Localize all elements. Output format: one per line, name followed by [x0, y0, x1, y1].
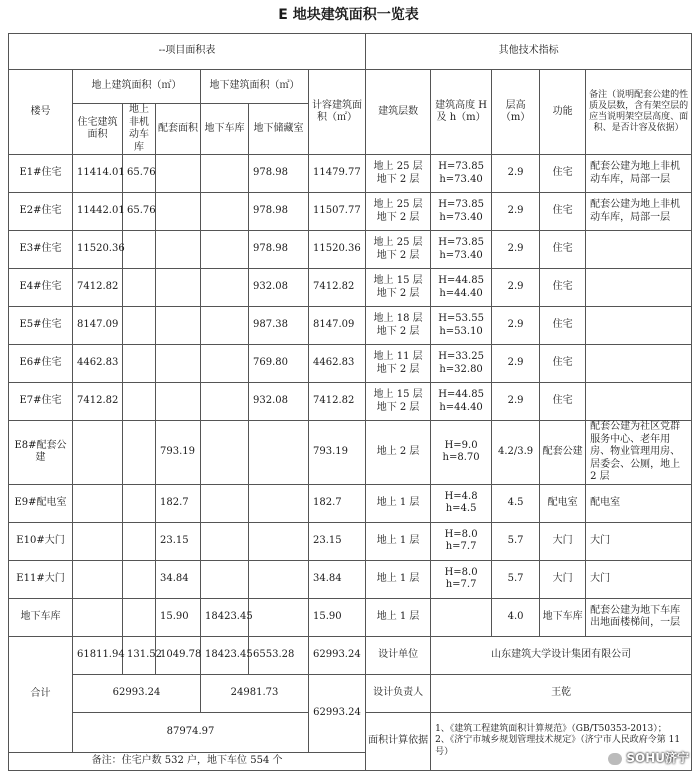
height-cell	[431, 598, 492, 636]
function-cell: 住宅	[540, 383, 586, 421]
table-row	[9, 155, 692, 193]
plot-sum: 62993.24	[309, 674, 366, 752]
plot-cell: 182.7	[309, 484, 366, 522]
total-detail-row	[9, 636, 692, 674]
designer-value: 山东建筑大学设计集团有限公司	[431, 636, 692, 674]
storage-cell: 987.38	[249, 307, 309, 345]
name-cell: E2#住宅	[9, 193, 73, 231]
supporting-cell: 793.19	[156, 421, 201, 485]
basis-item-2: 2、《济宁市城乡规划管理技术规定》（济宁市人民政府令第 11 号）	[435, 735, 681, 757]
storage-cell	[249, 484, 309, 522]
name-cell: E6#住宅	[9, 345, 73, 383]
story-height-cell: 2.9	[492, 155, 540, 193]
garage-cell	[201, 383, 249, 421]
residential-cell: 4462.83	[73, 345, 123, 383]
table-row	[9, 345, 692, 383]
storage-cell: 978.98	[249, 155, 309, 193]
residential-cell	[73, 560, 123, 598]
non-motor-cell	[123, 560, 156, 598]
non-motor-cell	[123, 269, 156, 307]
remark-cell: 配电室	[586, 484, 692, 522]
remark-cell: 配套公建为地上非机动车库，局部一层	[586, 155, 692, 193]
non-motor-cell	[123, 484, 156, 522]
plot-cell: 23.15	[309, 522, 366, 560]
garage-cell	[201, 307, 249, 345]
leader-label: 设计负责人	[366, 674, 431, 712]
remark-cell: 大门	[586, 560, 692, 598]
function-cell: 住宅	[540, 193, 586, 231]
above-area-header: 地上建筑面积（㎡）	[73, 70, 201, 104]
function-cell: 住宅	[540, 269, 586, 307]
story-height-cell: 2.9	[492, 269, 540, 307]
residential-cell: 8147.09	[73, 307, 123, 345]
remarks-header: 备注（说明配套公建的性质及层数，含有架空层的应当说明架空层高度、面积、是否计容及依据）	[586, 70, 692, 155]
non-motor-cell: 65.76	[123, 155, 156, 193]
total-label: 合计	[9, 636, 73, 752]
height-cell: H=9.0 h=8.70	[431, 421, 492, 485]
group-header-row	[9, 34, 692, 70]
total-plot: 62993.24	[309, 636, 366, 674]
garage-cell: 18423.45	[201, 598, 249, 636]
function-cell: 住宅	[540, 155, 586, 193]
plot-cell: 4462.83	[309, 345, 366, 383]
table-row	[9, 421, 692, 485]
supporting-cell	[156, 307, 201, 345]
residential-cell	[73, 484, 123, 522]
height-cell: H=73.85 h=73.40	[431, 231, 492, 269]
total-residential: 61811.94	[73, 636, 123, 674]
floors-cell: 地上 18 层 地下 2 层	[366, 307, 431, 345]
storage-cell: 978.98	[249, 231, 309, 269]
story-height-cell: 2.9	[492, 231, 540, 269]
watermark-text: SOHU济宁	[626, 751, 689, 765]
height-cell: H=8.0 h=7.7	[431, 560, 492, 598]
below-sum: 24981.73	[201, 674, 309, 712]
name-cell: E3#住宅	[9, 231, 73, 269]
footer-note: 备注：住宅户数 532 户，地下车位 554 个	[9, 752, 366, 770]
function-cell: 住宅	[540, 345, 586, 383]
storage-cell	[249, 421, 309, 485]
garage-cell	[201, 269, 249, 307]
floors-cell: 地上 1 层	[366, 598, 431, 636]
table-row	[9, 598, 692, 636]
storage-cell	[249, 560, 309, 598]
storage-cell: 932.08	[249, 269, 309, 307]
height-cell: H=44.85 h=44.40	[431, 383, 492, 421]
building-area-table	[8, 33, 692, 771]
supporting-cell	[156, 345, 201, 383]
supporting-cell: 15.90	[156, 598, 201, 636]
non-motor-cell	[123, 383, 156, 421]
remark-cell	[586, 269, 692, 307]
non-motor-cell	[123, 421, 156, 485]
wechat-icon	[608, 753, 622, 765]
storage-cell: 978.98	[249, 193, 309, 231]
remark-cell: 配套公建为社区党群服务中心、老年用房、物业管理用房、居委会、公厕，地上 2 层	[586, 421, 692, 485]
function-header: 功能	[540, 70, 586, 155]
name-cell: E11#大门	[9, 560, 73, 598]
function-cell: 住宅	[540, 307, 586, 345]
floors-cell: 地上 1 层	[366, 484, 431, 522]
supporting-cell	[156, 269, 201, 307]
floors-cell: 地上 11 层 地下 2 层	[366, 345, 431, 383]
story-height-cell: 2.9	[492, 345, 540, 383]
supporting-cell	[156, 383, 201, 421]
table-title: E 地块建筑面积一览表	[278, 7, 419, 23]
garage-cell	[201, 231, 249, 269]
remark-cell: 大门	[586, 522, 692, 560]
function-cell: 大门	[540, 522, 586, 560]
non-motor-cell: 65.76	[123, 193, 156, 231]
name-cell: E10#大门	[9, 522, 73, 560]
height-cell: H=33.25 h=32.80	[431, 345, 492, 383]
plot-cell: 11507.77	[309, 193, 366, 231]
tech-group-header: 其他技术指标	[366, 34, 692, 70]
basis-item-1: 1、《建筑工程建筑面积计算规范》（GB/T50353-2013）；	[435, 724, 667, 735]
building-no-header: 楼号	[9, 70, 73, 155]
below-area-header: 地下建筑面积（㎡）	[201, 70, 309, 104]
story-height-cell: 5.7	[492, 560, 540, 598]
plot-cell: 793.19	[309, 421, 366, 485]
storage-cell	[249, 598, 309, 636]
designer-label: 设计单位	[366, 636, 431, 674]
floors-cell: 地上 1 层	[366, 522, 431, 560]
residential-cell: 11442.01	[73, 193, 123, 231]
height-cell: H=53.55 h=53.10	[431, 307, 492, 345]
supporting-cell	[156, 193, 201, 231]
non-motor-cell	[123, 307, 156, 345]
non-motor-header: 地上非机动车库	[123, 104, 156, 155]
residential-cell: 7412.82	[73, 269, 123, 307]
remark-cell: 配套公建为地下车库出地面楼梯间，一层	[586, 598, 692, 636]
garage-cell	[201, 522, 249, 560]
garage-header: 地下车库	[201, 104, 249, 155]
sohu-watermark	[608, 749, 689, 766]
floors-cell: 地上 15 层 地下 2 层	[366, 269, 431, 307]
height-cell: H=4.8 h=4.5	[431, 484, 492, 522]
floors-cell: 地上 1 层	[366, 560, 431, 598]
grand-total: 87974.97	[73, 712, 309, 752]
non-motor-cell	[123, 231, 156, 269]
garage-cell	[201, 193, 249, 231]
plot-cell: 7412.82	[309, 383, 366, 421]
story-height-cell: 4.0	[492, 598, 540, 636]
name-cell: E1#住宅	[9, 155, 73, 193]
above-sum: 62993.24	[73, 674, 201, 712]
height-cell: H=8.0 h=7.7	[431, 522, 492, 560]
total-garage: 18423.45	[201, 636, 249, 674]
height-cell: H=73.85 h=73.40	[431, 155, 492, 193]
function-cell: 配套公建	[540, 421, 586, 485]
leader-value: 王乾	[431, 674, 692, 712]
table-row	[9, 269, 692, 307]
garage-cell	[201, 345, 249, 383]
plot-cell: 15.90	[309, 598, 366, 636]
remark-cell	[586, 345, 692, 383]
supporting-cell: 34.84	[156, 560, 201, 598]
height-cell: H=73.85 h=73.40	[431, 193, 492, 231]
supporting-cell	[156, 231, 201, 269]
floors-cell: 地上 25 层 地下 2 层	[366, 155, 431, 193]
garage-cell	[201, 484, 249, 522]
floors-cell: 地上 25 层 地下 2 层	[366, 231, 431, 269]
residential-cell	[73, 522, 123, 560]
name-cell: E8#配套公建	[9, 421, 73, 485]
garage-cell	[201, 421, 249, 485]
floors-cell: 地上 2 层	[366, 421, 431, 485]
remark-cell	[586, 231, 692, 269]
table-row	[9, 522, 692, 560]
story-height-cell: 4.5	[492, 484, 540, 522]
name-cell: 地下车库	[9, 598, 73, 636]
function-cell: 住宅	[540, 231, 586, 269]
table-row	[9, 193, 692, 231]
plot-cell: 11520.36	[309, 231, 366, 269]
supporting-cell: 182.7	[156, 484, 201, 522]
table-row	[9, 383, 692, 421]
supporting-area-header: 配套面积	[156, 104, 201, 155]
height-cell: H=44.85 h=44.40	[431, 269, 492, 307]
supporting-cell: 23.15	[156, 522, 201, 560]
plot-cell: 7412.82	[309, 269, 366, 307]
non-motor-cell	[123, 598, 156, 636]
name-cell: E5#住宅	[9, 307, 73, 345]
floors-header: 建筑层数	[366, 70, 431, 155]
story-height-cell: 5.7	[492, 522, 540, 560]
remark-cell: 配套公建为地上非机动车库，局部一层	[586, 193, 692, 231]
storage-cell: 769.80	[249, 345, 309, 383]
storage-header: 地下储藏室	[249, 104, 309, 155]
name-cell: E7#住宅	[9, 383, 73, 421]
function-cell: 大门	[540, 560, 586, 598]
non-motor-cell	[123, 345, 156, 383]
story-height-header: 层高（m）	[492, 70, 540, 155]
height-header: 建筑高度 H 及 h（m）	[431, 70, 492, 155]
table-row	[9, 231, 692, 269]
total-storage: 6553.28	[249, 636, 309, 674]
area-group-header: --项目面积表	[9, 34, 366, 70]
basis-label: 面积计算依据	[366, 712, 431, 770]
floors-cell: 地上 25 层 地下 2 层	[366, 193, 431, 231]
table-row	[9, 307, 692, 345]
table-row	[9, 484, 692, 522]
story-height-cell: 2.9	[492, 193, 540, 231]
supporting-cell	[156, 155, 201, 193]
floors-cell: 地上 15 层 地下 2 层	[366, 383, 431, 421]
residential-cell	[73, 421, 123, 485]
function-cell: 配电室	[540, 484, 586, 522]
total-non-motor: 131.52	[123, 636, 156, 674]
story-height-cell: 4.2/3.9	[492, 421, 540, 485]
garage-cell	[201, 560, 249, 598]
name-cell: E4#住宅	[9, 269, 73, 307]
remark-cell	[586, 383, 692, 421]
non-motor-cell	[123, 522, 156, 560]
column-header-row-1	[9, 70, 692, 104]
function-cell: 地下车库	[540, 598, 586, 636]
plot-cell: 8147.09	[309, 307, 366, 345]
storage-cell	[249, 522, 309, 560]
plot-area-header: 计容建筑面积（㎡）	[309, 70, 366, 155]
residential-cell: 7412.82	[73, 383, 123, 421]
plot-cell: 34.84	[309, 560, 366, 598]
storage-cell: 932.08	[249, 383, 309, 421]
story-height-cell: 2.9	[492, 307, 540, 345]
total-subtotal-row	[9, 674, 692, 712]
name-cell: E9#配电室	[9, 484, 73, 522]
residential-area-header: 住宅建筑面积	[73, 104, 123, 155]
residential-cell: 11520.36	[73, 231, 123, 269]
story-height-cell: 2.9	[492, 383, 540, 421]
total-supporting: 1049.78	[156, 636, 201, 674]
residential-cell: 11414.01	[73, 155, 123, 193]
plot-cell: 11479.77	[309, 155, 366, 193]
table-row	[9, 560, 692, 598]
garage-cell	[201, 155, 249, 193]
remark-cell	[586, 307, 692, 345]
residential-cell	[73, 598, 123, 636]
